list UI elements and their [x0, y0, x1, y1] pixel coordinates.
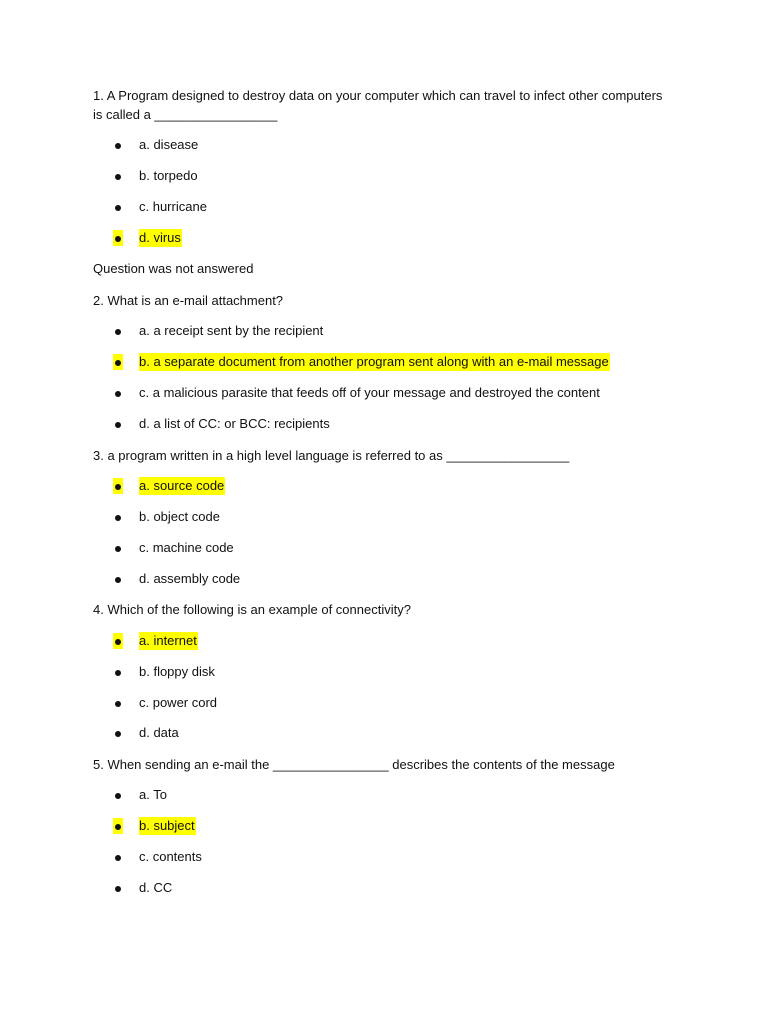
- bullet-icon: [115, 515, 121, 521]
- option-label: d. virus: [139, 230, 181, 245]
- bullet-icon: [115, 143, 121, 149]
- bullet-icon: [115, 731, 121, 737]
- question-4-text: [93, 600, 683, 619]
- option-label: c. hurricane: [139, 199, 207, 214]
- bullet-icon: [115, 205, 121, 211]
- question-5-line-1: 5. When sending an e-mail the ________________ describes the contents of the message: [93, 757, 615, 772]
- bullet-icon: [115, 793, 121, 799]
- option-label: b. a separate document from another program sent along with an e-mail message: [139, 354, 609, 369]
- option-label: c. a malicious parasite that feeds off of your message and destroyed the content: [139, 385, 600, 400]
- question-3-line-1: 3. a program written in a high level language is referred to as _________________: [93, 448, 570, 463]
- option-label: c. machine code: [139, 540, 234, 555]
- option-label: a. To: [139, 787, 167, 802]
- question-2-text: [93, 291, 683, 310]
- option-label: a. internet: [139, 633, 197, 648]
- option-label: d. CC: [139, 880, 173, 895]
- option-label: c. contents: [139, 849, 202, 864]
- bullet-icon: [115, 886, 121, 892]
- question-1-status: Question was not answered: [93, 261, 254, 276]
- option-label: d. assembly code: [139, 571, 241, 586]
- option-label: b. subject: [139, 818, 195, 833]
- bullet-icon: [115, 855, 121, 861]
- bullet-icon: [115, 360, 121, 366]
- option-label: a. source code: [139, 478, 225, 493]
- option-label: c. power cord: [139, 695, 218, 710]
- bullet-icon: [115, 701, 121, 707]
- option-label: b. object code: [139, 509, 220, 524]
- bullet-icon: [115, 824, 121, 830]
- bullet-icon: [115, 422, 121, 428]
- question-4-line-1: 4. Which of the following is an example of connectivity?: [93, 602, 411, 617]
- question-5-text: [93, 755, 683, 774]
- bullet-icon: [115, 670, 121, 676]
- bullet-icon: [115, 174, 121, 180]
- bullet-icon: [115, 329, 121, 335]
- bullet-icon: [115, 577, 121, 583]
- bullet-icon: [115, 391, 121, 397]
- question-1-line-2: is called a _________________: [93, 107, 278, 122]
- option-label: a. a receipt sent by the recipient: [139, 323, 324, 338]
- bullet-icon: [115, 546, 121, 552]
- option-label: b. floppy disk: [139, 664, 215, 679]
- option-label: d. data: [139, 725, 179, 740]
- question-2-line-1: 2. What is an e-mail attachment?: [93, 293, 284, 308]
- bullet-icon: [115, 639, 121, 645]
- question-3-text: [93, 446, 683, 465]
- question-1-line-1: 1. A Program designed to destroy data on your computer which can travel to infect other computers: [93, 88, 663, 103]
- bullet-icon: [115, 236, 121, 242]
- bullet-icon: [115, 484, 121, 490]
- option-label: a. disease: [139, 137, 199, 152]
- option-label: b. torpedo: [139, 168, 198, 183]
- question-1-text: [93, 86, 683, 124]
- option-label: d. a list of CC: or BCC: recipients: [139, 416, 330, 431]
